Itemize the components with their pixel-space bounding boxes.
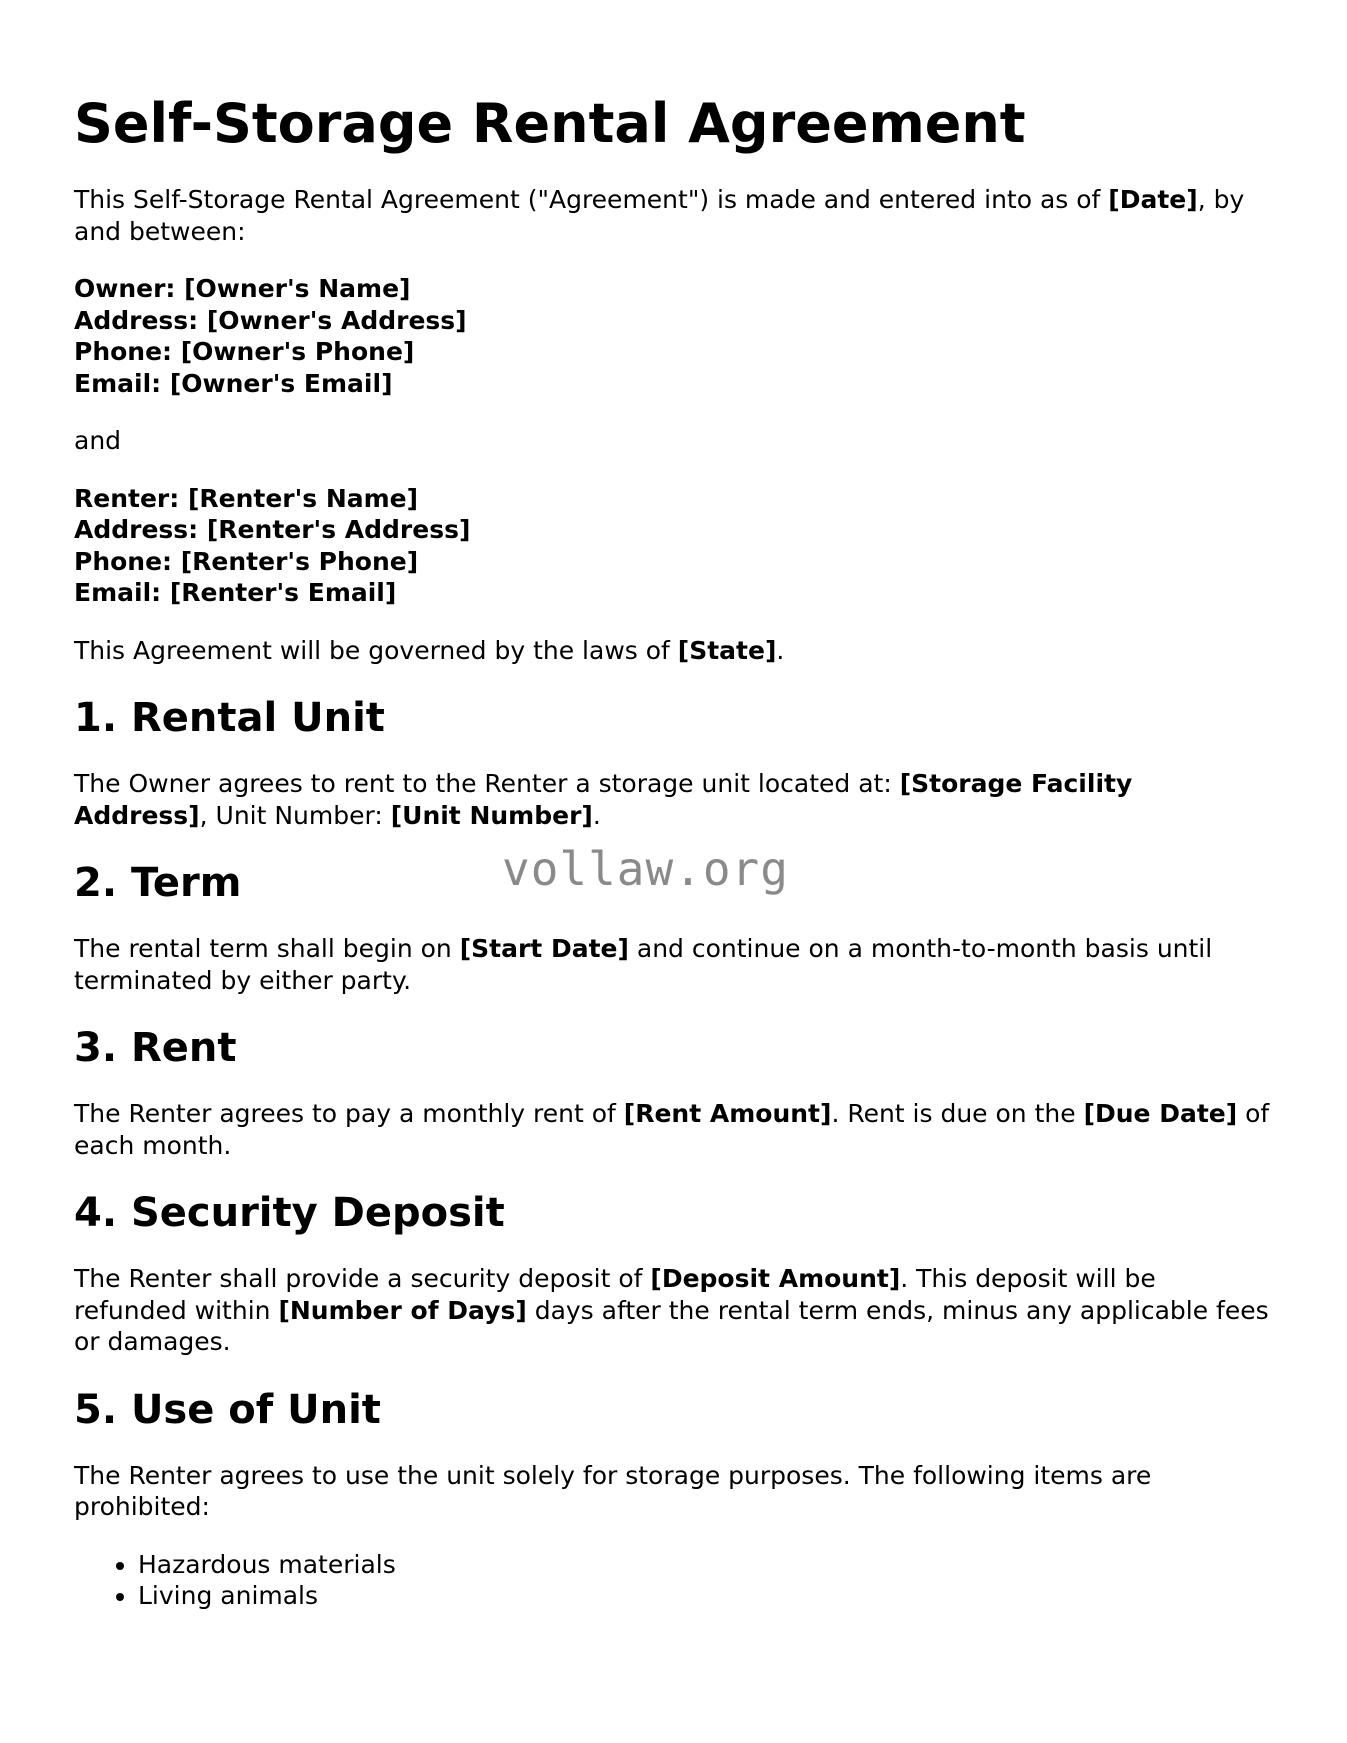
owner-name: Owner: [Owner's Name] (74, 274, 411, 303)
section-paragraph (74, 768, 1274, 831)
state-placeholder: [State] (677, 635, 777, 665)
date-placeholder: [Date] (1108, 185, 1198, 214)
governing-text-before: This Agreement will be governed by the laws of (74, 635, 678, 665)
section-rental-unit (74, 694, 1274, 831)
section-heading: 5. Use of Unit (74, 1386, 381, 1433)
section-text: . (592, 800, 601, 830)
facility-address-placeholder: [Storage Facility Address] (74, 769, 1133, 830)
section-heading: 4. Security Deposit (74, 1190, 505, 1236)
section-paragraph (74, 1263, 1274, 1358)
section-security-deposit (74, 1189, 1274, 1358)
section-heading: 2. Term (74, 860, 242, 906)
section-paragraph: The Renter agrees to use the unit solely for storage purposes. The following items are prohibited: (74, 1460, 1152, 1521)
due-date-placeholder: [Due Date] (1083, 1099, 1238, 1128)
section-text: The rental term shall begin on (74, 934, 460, 963)
section-paragraph (74, 1098, 1274, 1161)
section-text: . Rent is due on the (831, 1099, 1084, 1128)
section-heading: 3. Rent (74, 1025, 237, 1071)
unit-number-placeholder: [Unit Number] (390, 800, 593, 830)
owner-address: Address: [Owner's Address] (74, 305, 467, 335)
owner-email: Email: [Owner's Email] (74, 368, 393, 398)
section-text: , Unit Number: (199, 800, 391, 830)
intro-paragraph (74, 184, 1274, 247)
section-text: The Renter shall provide a security deposit of (74, 1264, 651, 1293)
section-heading: 1. Rental Unit (74, 695, 385, 741)
document-title: Self-Storage Rental Agreement (74, 92, 1026, 155)
governing-law-paragraph (74, 635, 1274, 667)
section-text: and continue on a month-to-month basis until terminated by either party. (74, 934, 1213, 995)
section-text: days after the rental term ends, minus any applicable fees or damages. (74, 1295, 1269, 1356)
start-date-placeholder: [Start Date] (459, 934, 629, 963)
intro-text-after: , by and between: (74, 185, 1245, 246)
and-text: and (74, 426, 122, 455)
section-use-of-unit (74, 1386, 1274, 1612)
list-item: • Hazardous materials (138, 1549, 1274, 1581)
renter-details (74, 483, 1274, 609)
renter-address: Address: [Renter's Address] (74, 515, 471, 544)
renter-phone: Phone: [Renter's Phone] (74, 546, 419, 576)
watermark: vollaw.org (502, 842, 789, 896)
owner-phone: Phone: [Owner's Phone] (74, 337, 415, 366)
section-text: . This deposit will be refunded within (74, 1264, 1156, 1325)
list-item: • Living animals (138, 1580, 1274, 1612)
number-of-days-placeholder: [Number of Days] (278, 1295, 527, 1325)
deposit-amount-placeholder: [Deposit Amount] (650, 1264, 901, 1293)
section-rent (74, 1024, 1274, 1161)
renter-name: Renter: [Renter's Name] (74, 483, 419, 513)
rent-amount-placeholder: [Rent Amount] (623, 1099, 832, 1128)
section-text: The Owner agrees to rent to the Renter a storage unit located at: (74, 769, 900, 798)
intro-text-before: This Self-Storage Rental Agreement ("Agreement") is made and entered into as of (74, 185, 1109, 214)
renter-email: Email: [Renter's Email] (74, 578, 397, 607)
section-paragraph (74, 933, 1274, 996)
section-text: The Renter agrees to pay a monthly rent of (74, 1099, 624, 1128)
section-text: of each month. (74, 1099, 1270, 1160)
prohibited-items-list (74, 1549, 1274, 1612)
governing-text-after: . (776, 635, 785, 665)
owner-details (74, 273, 1274, 399)
